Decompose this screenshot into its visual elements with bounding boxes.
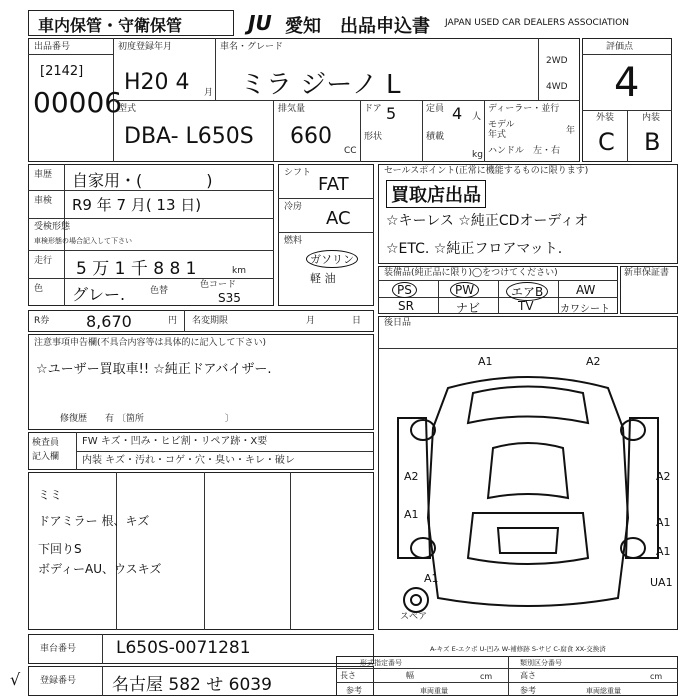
receipt-label: 受検形態 bbox=[34, 222, 71, 232]
lot-number: 00006 bbox=[33, 86, 123, 119]
equip-sr: SR bbox=[398, 299, 414, 313]
lot-sub: [2142] bbox=[40, 64, 84, 79]
km-unit: km bbox=[232, 266, 246, 276]
first-reg-label: 初度登録年月 bbox=[118, 42, 173, 52]
displacement-label: 排気量 bbox=[278, 104, 306, 114]
recycle-value: 8,670 bbox=[86, 312, 132, 331]
cc-unit: CC bbox=[344, 146, 357, 156]
mileage-label: 走行 bbox=[34, 256, 53, 266]
kg-unit: kg bbox=[472, 150, 483, 160]
ac-label: 冷房 bbox=[284, 202, 303, 212]
receipt-sub: 車検形態の場合記入して下さい bbox=[34, 237, 132, 245]
note-line-2: ドアミラー 根、キズ bbox=[38, 514, 150, 528]
equip-airbag: エアB bbox=[506, 282, 548, 301]
car-weight-label: 車両重量 bbox=[420, 687, 448, 695]
mark-a1-rear-right: A1 bbox=[656, 545, 671, 558]
mark-a1-rear-left: A1 bbox=[424, 572, 439, 585]
model-value: DBA- L650S bbox=[124, 124, 254, 149]
exterior-value: C bbox=[598, 128, 615, 156]
lot-label: 出品番号 bbox=[34, 42, 71, 52]
equipment-label: 装備品(純正品に限り)◯をつけてください) bbox=[384, 268, 558, 278]
history-label: 車歴 bbox=[34, 170, 53, 180]
total-weight-label: 車両総重量 bbox=[586, 687, 621, 695]
doors-value: 5 bbox=[386, 104, 397, 123]
height-label: 高さ bbox=[520, 671, 536, 680]
mark-a1-left-door: A1 bbox=[404, 508, 419, 521]
score-value: 4 bbox=[614, 60, 640, 106]
mark-a2-right-side: A2 bbox=[656, 470, 671, 483]
handle-label: ハンドル 左・右 bbox=[488, 146, 561, 156]
length-label: 長さ bbox=[340, 671, 356, 680]
org-name: 愛知 bbox=[285, 16, 321, 37]
mileage-value: 5 万 1 千 8 8 1 bbox=[76, 259, 197, 279]
entry-label: 記入欄 bbox=[32, 452, 60, 462]
inspection-row-1: FW キズ・凹み・ヒビ割・リペア跡・X要 bbox=[82, 436, 268, 447]
mark-a1-right-door: A1 bbox=[656, 516, 671, 529]
width-label: 幅 bbox=[406, 671, 414, 680]
fuel-diesel: 軽 油 bbox=[310, 272, 336, 285]
selling-title: 買取店出品 bbox=[386, 180, 486, 208]
shift-value: FAT bbox=[318, 174, 349, 195]
fuel-label: 燃料 bbox=[284, 236, 303, 246]
form-title: 出品申込書 bbox=[340, 16, 430, 37]
repair-label: 修復歴 有 〔箇所 〕 bbox=[60, 414, 234, 424]
ju-logo: JU bbox=[248, 11, 272, 35]
shape-reg-label: 形式指定番号 bbox=[360, 659, 402, 667]
cm-unit-1: cm bbox=[480, 672, 493, 681]
car-diagram bbox=[378, 348, 678, 630]
selling-points-label: セールスポイント(正常に機能するものに限ります) bbox=[384, 166, 589, 176]
damage-legend: A-キズ E-エクボ U-凹み W-補修跡 S-サビ C-腐食 XX-交換済 bbox=[430, 645, 606, 653]
mark-a1-front-left: A1 bbox=[478, 355, 493, 368]
color-label: 色 bbox=[34, 284, 44, 294]
interior-value: B bbox=[644, 128, 661, 156]
warranty-label: 新車保証書 bbox=[624, 268, 670, 278]
year-label: 年式 bbox=[488, 130, 507, 140]
notes-value: ☆ユーザー買取車!! ☆純正ドアバイザー. bbox=[36, 362, 272, 377]
recycle-label: R券 bbox=[34, 316, 50, 326]
model-year-label: モデル bbox=[488, 120, 515, 130]
shape-label: 形状 bbox=[364, 132, 383, 142]
inspection-value: R9 年 7 月( 13 日) bbox=[72, 196, 202, 214]
selling-line-2: ☆ETC. ☆純正フロアマット. bbox=[386, 241, 563, 257]
equip-pw: PW bbox=[450, 282, 479, 298]
equip-navi: ナビ bbox=[456, 301, 481, 315]
month-label: 月 bbox=[306, 316, 316, 326]
drive-4wd: 4WD bbox=[546, 82, 568, 92]
vin-label: 車台番号 bbox=[40, 644, 77, 654]
model-label: 型式 bbox=[118, 104, 137, 114]
association-name: JAPAN USED CAR DEALERS ASSOCIATION bbox=[445, 18, 629, 28]
score-label: 評価点 bbox=[606, 42, 634, 52]
cm-unit-2: cm bbox=[650, 672, 663, 681]
fuel-gas: ガソリン bbox=[306, 250, 358, 268]
spare-label: スペア bbox=[400, 612, 428, 622]
equip-ps: PS bbox=[392, 282, 417, 298]
checkmark: √ bbox=[10, 670, 21, 689]
name-grade-label: 車名・グレード bbox=[220, 42, 284, 52]
vin-value: L650S-0071281 bbox=[116, 638, 251, 658]
color-value: グレー. bbox=[72, 285, 126, 304]
equip-tv: TV bbox=[518, 299, 534, 313]
ref-label-2: 参考 bbox=[520, 686, 536, 695]
reg-label: 登録番号 bbox=[40, 676, 77, 686]
note-line-1: ミミ bbox=[38, 488, 63, 502]
ref-label-1: 参考 bbox=[346, 686, 362, 695]
rear-seat-label: 後日品 bbox=[384, 318, 412, 328]
color-change-label: 色替 bbox=[150, 286, 169, 296]
reg-value: 名古屋 582 せ 6039 bbox=[112, 675, 272, 695]
equip-aw: AW bbox=[576, 283, 596, 297]
drive-2wd: 2WD bbox=[546, 56, 568, 66]
note-line-4: ボディーAU、ウスキズ bbox=[38, 562, 162, 576]
inspection-label: 車検 bbox=[34, 196, 53, 206]
notes-label: 注意事項申告欄(不具合内容等は具体的に記入して下さい) bbox=[34, 338, 267, 348]
class-label: 類別区分番号 bbox=[520, 659, 562, 667]
shift-label: シフト bbox=[284, 168, 312, 178]
equip-leather: カワシート bbox=[560, 304, 610, 315]
mark-ua1-rear: UA1 bbox=[650, 576, 673, 589]
color-code-value: S35 bbox=[218, 291, 241, 305]
exterior-label: 外装 bbox=[596, 113, 615, 123]
doors-label: ドア bbox=[364, 104, 382, 114]
interior-label: 内装 bbox=[642, 113, 661, 123]
ac-value: AC bbox=[326, 208, 351, 229]
load-label: 積載 bbox=[426, 132, 445, 142]
dealer-label: ディーラー・並行 bbox=[488, 104, 560, 114]
note-line-3: 下回りS bbox=[38, 542, 82, 556]
capacity-value: 4 bbox=[452, 104, 463, 123]
inspector-label: 検査員 bbox=[32, 438, 60, 448]
name-grade-value: ミラ ジーノ L bbox=[240, 70, 401, 100]
displacement-value: 660 bbox=[290, 124, 332, 149]
inspection-row-2: 内装 キズ・汚れ・コゲ・穴・臭い・キレ・破レ bbox=[82, 455, 295, 466]
history-value: 自家用・( ) bbox=[72, 171, 213, 190]
capacity-unit: 人 bbox=[472, 112, 482, 122]
yen-unit: 円 bbox=[168, 316, 178, 326]
year-unit: 年 bbox=[566, 126, 576, 136]
storage-label: 車内保管・守衛保管 bbox=[38, 16, 183, 35]
color-code-label: 色コード bbox=[200, 280, 237, 290]
day-label: 日 bbox=[352, 316, 362, 326]
first-reg-value: H20 4 bbox=[124, 70, 190, 95]
mark-a2-front-right: A2 bbox=[586, 355, 601, 368]
selling-line-1: ☆キーレス ☆純正CDオーディオ bbox=[386, 213, 589, 229]
capacity-label: 定員 bbox=[426, 104, 445, 114]
month-suffix: 月 bbox=[204, 88, 214, 98]
name-change-label: 名変期限 bbox=[192, 316, 229, 326]
mark-a2-left-side: A2 bbox=[404, 470, 419, 483]
